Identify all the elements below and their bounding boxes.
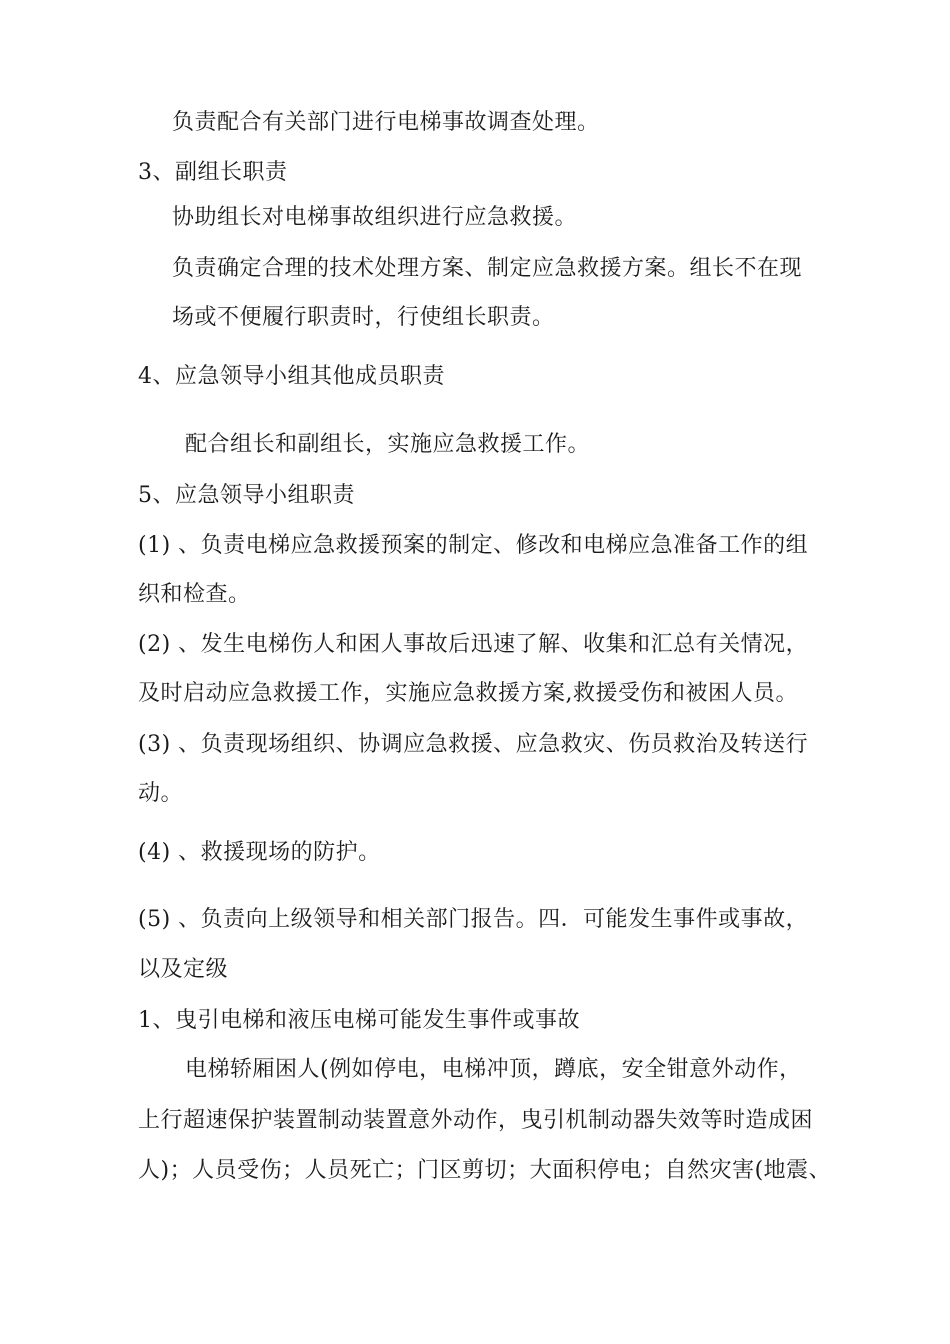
list-item-line: (2) 、发生电梯伤人和困人事故后迅速了解、收集和汇总有关情况，: [138, 632, 809, 657]
paragraph-line: 电梯轿厢困人(例如停电，电梯冲顶，蹲底，安全钳意外动作，: [185, 1057, 802, 1082]
list-item-line: (5) 、负责向上级领导和相关部门报告。四．可能发生事件或事故，: [138, 907, 809, 932]
list-item-line: 动。: [138, 781, 184, 806]
list-item-line: 以及定级: [138, 957, 229, 982]
section-heading: 1、曳引电梯和液压电梯可能发生事件或事故: [138, 1008, 580, 1033]
section-heading: 5、应急领导小组职责: [138, 483, 355, 508]
section-heading: 4、应急领导小组其他成员职责: [138, 364, 445, 389]
section-heading: 3、副组长职责: [138, 160, 288, 185]
paragraph-line: 负责确定合理的技术处理方案、制定应急救援方案。组长不在现: [172, 256, 803, 281]
list-item-line: (3) 、负责现场组织、协调应急救援、应急救灾、伤员救治及转送行: [138, 732, 809, 757]
paragraph-line: 负责配合有关部门进行电梯事故调查处理。: [172, 110, 600, 135]
list-item-line: 织和检查。: [138, 582, 251, 607]
paragraph-line: 配合组长和副组长，实施应急救援工作。: [185, 432, 591, 457]
list-item-line: (1) 、负责电梯应急救援预案的制定、修改和电梯应急准备工作的组: [138, 533, 809, 558]
paragraph-line: 人)；人员受伤；人员死亡；门区剪切；大面积停电；自然灾害(地震、: [138, 1158, 832, 1183]
paragraph-line: 协助组长对电梯事故组织进行应急救援。: [172, 205, 578, 230]
paragraph-line: 场或不便履行职责时，行使组长职责。: [172, 305, 555, 330]
paragraph-line: 上行超速保护装置制动装置意外动作，曳引机制动器失效等时造成困: [138, 1108, 814, 1133]
list-item-line: 及时启动应急救援工作，实施应急救援方案,救援受伤和被困人员。: [138, 681, 798, 706]
list-item-line: (4) 、救援现场的防护。: [138, 840, 381, 865]
